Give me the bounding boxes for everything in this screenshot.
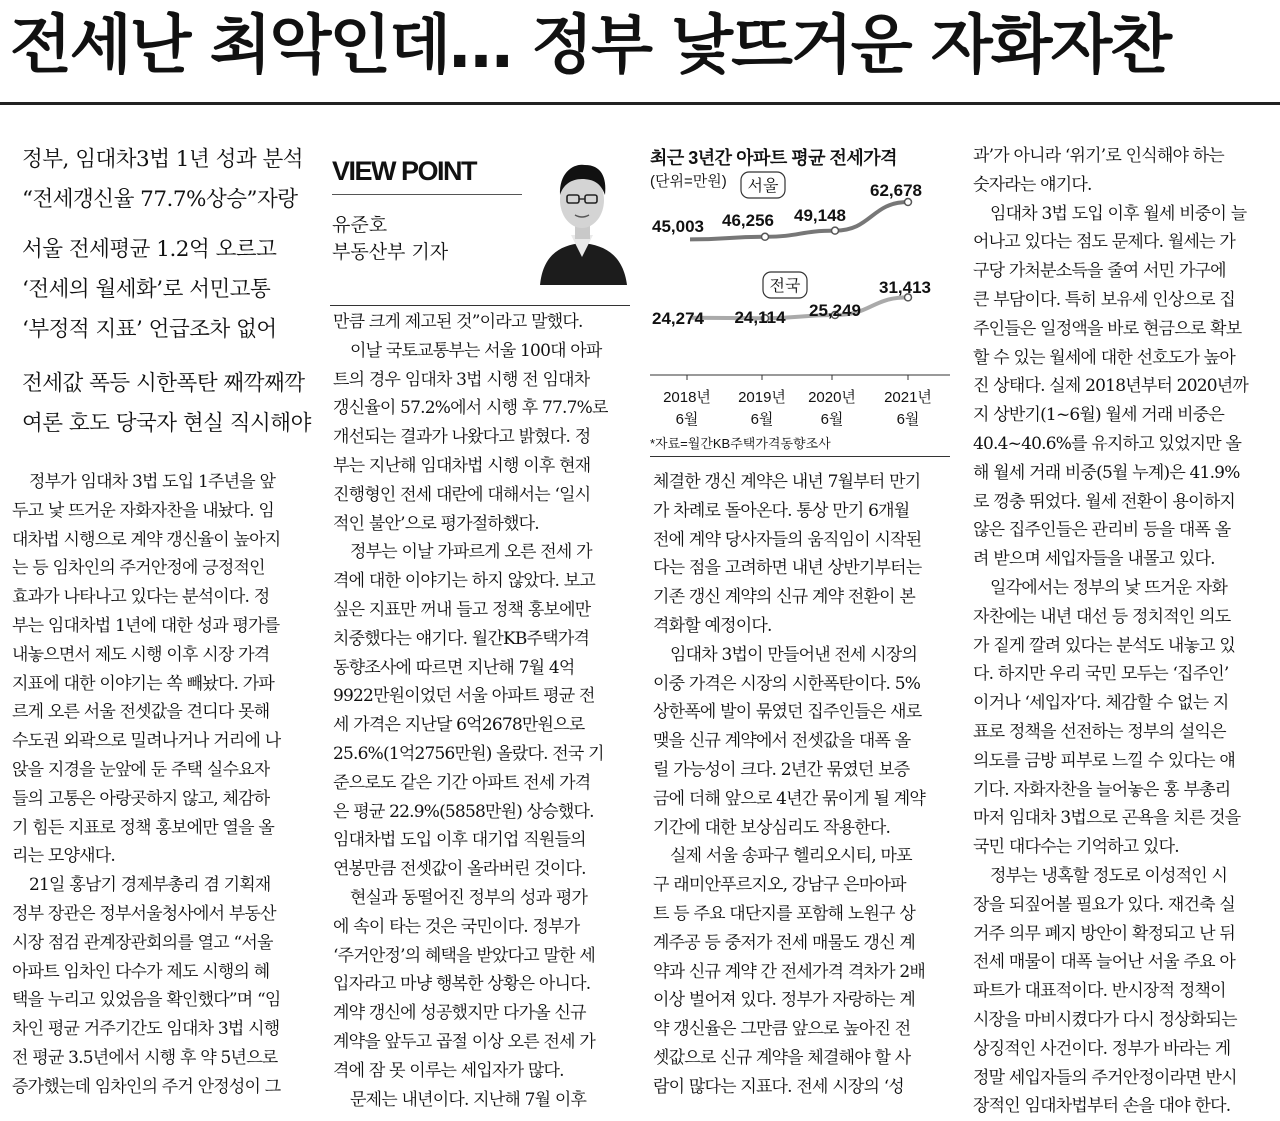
col1-line: 정부가 임대차 3법 도입 1주년을 앞 — [29, 472, 276, 492]
col4-line: 마저 임대차 3법으로 곤욕을 치른 것을 — [973, 808, 1241, 829]
col2-line: 정부는 이날 가파르게 오른 전세 가 — [350, 542, 592, 563]
col2-line: 부는 지난해 임대차법 시행 이후 현재 — [333, 455, 591, 476]
author-desk: 부동산부 기자 — [332, 241, 449, 263]
col2-line: 격에 대한 이야기는 하지 않았다. 보고 — [333, 571, 595, 592]
col2-line: 적인 불안’으로 평가절하했다. — [333, 513, 539, 534]
col1-line: 시장 점검 관계장관회의를 열고 “서울 — [12, 932, 273, 953]
col2-line: 이날 국토교통부는 서울 100대 아파 — [350, 340, 602, 361]
col1-line: 들의 고통은 아랑곳하지 않고, 체감하 — [12, 788, 270, 809]
col4-line: 전세 매물이 대폭 늘어난 서울 주요 아 — [973, 952, 1235, 973]
col4-line: 시장을 마비시켰다가 다시 정상화되는 — [973, 1009, 1237, 1030]
x-tick-label: 2020년 — [808, 389, 856, 406]
viewpoint-label: VIEW POINT — [332, 156, 477, 186]
col3-line: 람이 많다는 지표다. 전세 시장의 ‘성 — [653, 1076, 904, 1097]
col4-line: 국민 대다수는 기억하고 있다. — [973, 837, 1179, 858]
col4-line: 과’가 아니라 ‘위기’로 인식해야 하는 — [973, 146, 1224, 166]
col1-line: 기 힘든 지표로 정책 홍보에만 열을 올 — [12, 817, 274, 838]
col4-line: 자찬에는 내년 대선 등 정치적인 의도 — [973, 606, 1231, 627]
col4-line: 로 껑충 뛰었다. 월세 전환이 용이하지 — [973, 491, 1235, 512]
col4-line: 장적인 임대차법부터 손을 대야 한다. — [973, 1096, 1231, 1117]
col2-line: 트의 경우 임대차 3법 시행 전 임대차 — [333, 369, 590, 390]
col3-line: 약과 신규 계약 간 전세가격 격차가 2배 — [653, 961, 925, 982]
col3-line: 릴 가능성이 크다. 2년간 묶였던 보증 — [653, 759, 910, 780]
data-label: 24,114 — [734, 308, 786, 327]
col3-line: 맺을 신규 계약에서 전셋값을 대폭 올 — [653, 731, 911, 752]
byline — [332, 212, 448, 266]
col4-line: 기다. 자화자찬을 늘어놓은 홍 부총리 — [973, 779, 1231, 800]
x-tick-label: 2021년 — [884, 389, 932, 406]
x-tick-label: 6월 — [820, 411, 844, 428]
col3-line: 셋값으로 신규 계약을 체결해야 할 사 — [653, 1047, 911, 1068]
col3-line: 이상 벌어져 있다. 정부가 자랑하는 계 — [653, 990, 915, 1011]
article-column-3 — [653, 468, 950, 1102]
article-column-2 — [333, 308, 629, 1114]
col4-line: 어나고 있다는 점도 문제다. 월세는 가 — [973, 232, 1235, 253]
data-point — [762, 233, 769, 240]
x-tick-label: 6월 — [750, 411, 774, 428]
data-label: 45,003 — [652, 217, 704, 236]
col2-line: 연봉만큼 전셋값이 올라버린 것이다. — [333, 859, 586, 880]
col4-line: 숫자라는 얘기다. — [973, 174, 1092, 195]
col3-line: 가 차례로 돌아온다. 통상 만기 6개월 — [653, 500, 910, 521]
col4-line: 일각에서는 정부의 낯 뜨거운 자화 — [990, 577, 1228, 598]
col3-line: 상한폭에 발이 묶였던 집주인들은 새로 — [653, 702, 922, 723]
col4-line: 구당 가처분소득을 줄여 서민 가구에 — [973, 261, 1226, 282]
col1-line: 차인 평균 거주기간도 임대차 3법 시행 — [12, 1019, 280, 1040]
chart-unit: (단위=만원) — [650, 173, 727, 190]
col2-line: 계약을 앞두고 곱절 이상 오른 전세 가 — [333, 1031, 595, 1052]
col2-line: 25.6%(1억2756만원) 올랐다. 전국 기 — [333, 743, 604, 764]
col4-line: 정말 세입자들의 주거안정이라면 반시 — [973, 1067, 1237, 1088]
col4-line: 장을 되짚어볼 필요가 있다. 재건축 실 — [973, 894, 1235, 915]
col2-line: 만큼 크게 제고된 것”이라고 말했다. — [333, 312, 583, 332]
col4-line: 임대차 3법 도입 이후 월세 비중이 늘 — [990, 203, 1247, 224]
col2-line: 싶은 지표만 꺼내 들고 정책 홍보에만 — [333, 599, 591, 620]
col3-line: 임대차 3법이 만들어낸 전세 시장의 — [670, 644, 918, 665]
col3-line: 다는 점을 고려하면 내년 상반기부터는 — [653, 558, 922, 579]
col4-line: 40.4~40.6%를 유지하고 있었지만 올 — [973, 433, 1242, 454]
col3-line: 전에 계약 당사자들의 움직임이 시작된 — [653, 529, 922, 550]
col4-line: 진 상태다. 실제 2018년부터 2020년까 — [973, 376, 1248, 397]
x-tick-label: 6월 — [896, 411, 920, 428]
rent-price-chart — [650, 140, 950, 460]
col1-line: 택을 누리고 있었음을 확인했다”며 “임 — [12, 990, 281, 1011]
col4-line: 다. 하지만 우리 국민 모두는 ‘집주인’ — [973, 664, 1229, 685]
col1-line: 아파트 임차인 다수가 제도 시행의 혜 — [12, 961, 270, 982]
col4-line: 상징적인 사건이다. 정부가 바라는 게 — [973, 1038, 1231, 1059]
col2-line: 문제는 내년이다. 지난해 7월 이후 — [350, 1089, 587, 1110]
col1-line: 지표에 대한 이야기는 쏙 빼놨다. 가파 — [12, 673, 274, 694]
series-name-label: 서울 — [747, 178, 779, 195]
col2-line: 치중했다는 얘기다. 월간KB주택가격 — [333, 628, 590, 649]
col2-line: 에 속이 타는 것은 국민이다. 정부가 — [333, 916, 580, 937]
article-column-1 — [12, 468, 307, 1102]
col2-line: 진행형인 전세 대란에 대해서는 ‘일시 — [333, 484, 591, 505]
data-point — [832, 227, 839, 234]
chart-source: *자료=월간KB주택가격동향조사 — [650, 436, 831, 451]
col3-line: 약 갱신율은 그만큼 앞으로 높아진 전 — [653, 1019, 911, 1040]
x-tick-label: 6월 — [675, 411, 699, 428]
col2-line: 갱신율이 57.2%에서 시행 후 77.7%로 — [333, 398, 608, 419]
col3-line: 구 래미안푸르지오, 강남구 은마아파 — [653, 875, 906, 896]
col2-line: 임대차법 도입 이후 대기업 직원들의 — [333, 830, 586, 851]
col4-line: 이거나 ‘세입자’다. 체감할 수 없는 지 — [973, 693, 1229, 714]
deck — [22, 140, 311, 444]
col2-line: 9922만원이었던 서울 아파트 평균 전 — [333, 686, 595, 707]
col4-line: 할 수 있는 월세에 대한 선호도가 높아 — [973, 347, 1235, 368]
col1-line: 리는 모양새다. — [12, 846, 115, 867]
col2-line: 준으로도 같은 기간 아파트 전세 가격 — [333, 772, 591, 793]
col4-line: 표로 정책을 선전하는 정부의 설익은 — [973, 721, 1226, 742]
deck-line: 여론 호도 당국자 현실 직시해야 — [22, 411, 311, 436]
col4-line: 려 받으며 세입자들을 내몰고 있다. — [973, 549, 1215, 570]
viewpoint-divider — [332, 194, 522, 195]
col3-line: 체결한 갱신 계약은 내년 7월부터 만기 — [653, 472, 921, 492]
headline-rule — [0, 102, 1280, 105]
data-label: 31,413 — [879, 278, 931, 297]
col2-line: 계약 갱신에 성공했지만 다가올 신규 — [333, 1003, 586, 1024]
col1-line: 수도권 외곽으로 밀려나거나 거리에 나 — [12, 731, 281, 752]
deck-line: 전세값 폭등 시한폭탄 째깍째깍 — [22, 371, 305, 396]
col4-line: 정부는 냉혹할 정도로 이성적인 시 — [990, 865, 1228, 886]
col4-line: 지 상반기(1~6월) 월세 거래 비중은 — [973, 405, 1225, 426]
col2-line: 격에 잠 못 이루는 세입자가 많다. — [333, 1060, 564, 1081]
col1-line: 대차법 시행으로 계약 갱신율이 높아지 — [12, 529, 281, 550]
col1-line: 정부 장관은 정부서울청사에서 부동산 — [12, 903, 276, 924]
col4-line: 해 월세 거래 비중(5월 누계)은 41.9% — [973, 462, 1240, 483]
col4-line: 파트가 대표적이다. 반시장적 정책이 — [973, 981, 1226, 1002]
viewpoint-box — [330, 140, 630, 308]
col4-line: 의도를 금방 피부로 느낄 수 있다는 얘 — [973, 750, 1235, 771]
deck-line: ‘전세의 월세화’로 서민고통 — [22, 277, 271, 302]
col2-line: 동향조사에 따르면 지난해 7월 4억 — [333, 657, 575, 678]
col4-line: 가 짙게 깔려 있다는 분석도 내놓고 있 — [973, 635, 1235, 656]
col1-line: 21일 홍남기 경제부총리 겸 기획재 — [29, 875, 271, 896]
col4-line: 주인들은 일정액을 바로 현금으로 확보 — [973, 318, 1242, 339]
chart-bottom-rule — [650, 456, 950, 457]
article-column-4 — [973, 142, 1270, 1121]
col3-line: 기존 갱신 계약의 신규 계약 전환이 본 — [653, 587, 915, 608]
col1-line: 두고 낯 뜨거운 자화자찬을 내놨다. 임 — [12, 500, 274, 521]
col4-line: 큰 부담이다. 특히 보유세 인상으로 집 — [973, 289, 1235, 310]
data-label: 24,274 — [652, 309, 704, 328]
col1-line: 부는 임대차법 1년에 대한 성과 평가를 — [12, 615, 280, 636]
chart-title: 최근 3년간 아파트 평균 전세가격 — [650, 148, 898, 168]
col3-line: 격화할 예정이다. — [653, 615, 772, 636]
data-label: 46,256 — [722, 211, 774, 230]
col3-line: 계주공 등 중저가 전세 매물도 갱신 계 — [653, 932, 915, 953]
col1-line: 내놓으면서 제도 시행 이후 시장 가격 — [12, 644, 270, 665]
col4-line: 않은 집주인들은 관리비 등을 대폭 올 — [973, 520, 1231, 541]
data-label: 62,678 — [870, 181, 922, 200]
col1-line: 전 평균 3.5년에서 시행 후 약 5년으로 — [12, 1047, 278, 1068]
data-label: 25,249 — [809, 301, 861, 320]
col3-line: 금에 더해 앞으로 4년간 묶이게 될 계약 — [653, 788, 925, 809]
col3-line: 기간에 대한 보상심리도 작용한다. — [653, 817, 891, 838]
col1-line: 는 등 임차인의 주거안정에 긍정적인 — [12, 558, 265, 579]
series-name-label: 전국 — [769, 278, 801, 295]
reporter-photo — [535, 145, 630, 285]
viewpoint-bottom-rule — [330, 305, 630, 306]
col3-line: 트 등 주요 대단지를 포함해 노원구 상 — [653, 903, 915, 924]
deck-line: 서울 전세평균 1.2억 오르고 — [22, 237, 277, 262]
series-line-1 — [690, 297, 908, 318]
deck-line: 정부, 임대차3법 1년 성과 분석 — [22, 147, 303, 172]
col1-line: 앉을 지경을 눈앞에 둔 주택 실수요자 — [12, 759, 270, 780]
col4-line: 거주 의무 폐지 방안이 확정되고 난 뒤 — [973, 923, 1235, 944]
data-label: 49,148 — [794, 206, 846, 225]
col2-line: 입자라고 마냥 행복한 상황은 아니다. — [333, 974, 591, 995]
col3-line: 실제 서울 송파구 헬리오시티, 마포 — [670, 846, 912, 867]
col1-line: 증가했는데 임차인의 주거 안정성이 그 — [12, 1076, 281, 1097]
col2-line: 개선되는 결과가 나왔다고 밝혔다. 정 — [333, 427, 591, 448]
headline: 전세난 최악인데… 정부 낯뜨거운 자화자찬 — [10, 9, 1171, 83]
col2-line: 현실과 동떨어진 정부의 성과 평가 — [350, 887, 588, 908]
col2-line: 세 가격은 지난달 6억2678만원으로 — [333, 715, 585, 736]
x-tick-label: 2019년 — [738, 389, 786, 406]
x-tick-label: 2018년 — [663, 389, 711, 406]
col3-line: 이중 가격은 시장의 시한폭탄이다. 5% — [653, 673, 921, 694]
chart-plot — [650, 140, 950, 430]
deck-line: ‘부정적 지표’ 언급조차 없어 — [22, 317, 277, 342]
col2-line: 은 평균 22.9%(5858만원) 상승했다. — [333, 801, 594, 822]
col1-line: 르게 오른 서울 전셋값을 견디다 못해 — [12, 702, 270, 723]
author-name: 유준호 — [332, 214, 388, 236]
col2-line: ‘주거안정’의 혜택을 받았다고 말한 세 — [333, 945, 595, 966]
deck-line: “전세갱신율 77.7%상승”자랑 — [22, 187, 298, 212]
col1-line: 효과가 나타나고 있다는 분석이다. 정 — [12, 587, 270, 608]
